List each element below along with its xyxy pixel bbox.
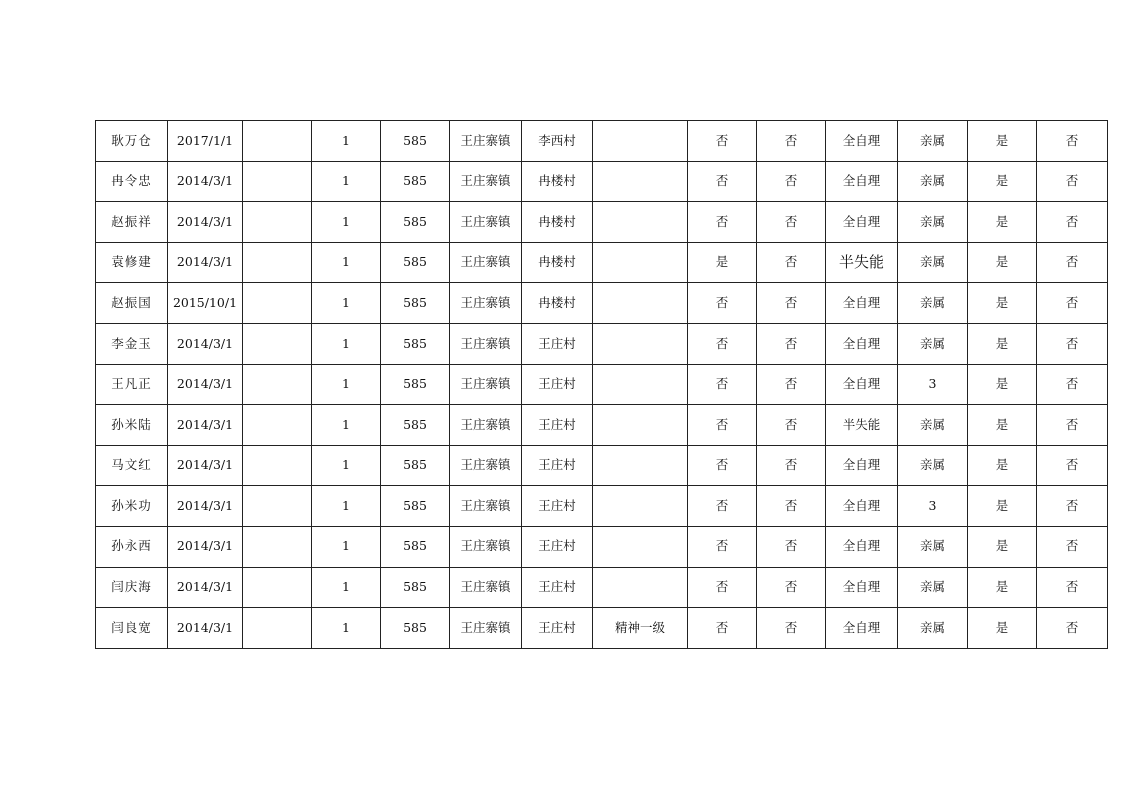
cell-flag-1: 否 <box>688 608 757 649</box>
table-row <box>96 364 1108 405</box>
table-row <box>96 567 1108 608</box>
cell-flag-1: 否 <box>688 202 757 243</box>
cell-village: 王庄村 <box>522 445 593 486</box>
cell-blank <box>243 283 312 324</box>
cell-town: 王庄寨镇 <box>450 121 522 162</box>
beneficiary-table <box>95 120 1108 649</box>
cell-flag-3: 是 <box>968 202 1037 243</box>
cell-flag-3: 是 <box>968 567 1037 608</box>
cell-village: 王庄村 <box>522 323 593 364</box>
table-row <box>96 486 1108 527</box>
cell-flag-2: 否 <box>757 608 826 649</box>
cell-flag-1: 是 <box>688 242 757 283</box>
cell-flag-4: 否 <box>1037 323 1108 364</box>
cell-care-level: 全自理 <box>826 364 898 405</box>
cell-flag-1: 否 <box>688 283 757 324</box>
table-row <box>96 121 1108 162</box>
table-row <box>96 608 1108 649</box>
cell-disability: 精神一级 <box>593 608 688 649</box>
cell-disability <box>593 405 688 446</box>
cell-flag-3: 是 <box>968 323 1037 364</box>
cell-blank <box>243 364 312 405</box>
cell-flag-4: 否 <box>1037 202 1108 243</box>
cell-town: 王庄寨镇 <box>450 364 522 405</box>
cell-town: 王庄寨镇 <box>450 323 522 364</box>
cell-disability <box>593 283 688 324</box>
table-row <box>96 283 1108 324</box>
cell-town: 王庄寨镇 <box>450 202 522 243</box>
cell-flag-2: 否 <box>757 202 826 243</box>
cell-care-level: 全自理 <box>826 567 898 608</box>
cell-flag-2: 否 <box>757 323 826 364</box>
cell-amount: 585 <box>381 445 450 486</box>
cell-care-level: 全自理 <box>826 608 898 649</box>
cell-count: 1 <box>312 486 381 527</box>
cell-guardian: 亲属 <box>898 283 968 324</box>
cell-name: 王凡正 <box>96 364 168 405</box>
cell-blank <box>243 323 312 364</box>
cell-count: 1 <box>312 364 381 405</box>
cell-blank <box>243 567 312 608</box>
cell-flag-1: 否 <box>688 364 757 405</box>
cell-amount: 585 <box>381 608 450 649</box>
cell-amount: 585 <box>381 161 450 202</box>
cell-blank <box>243 486 312 527</box>
table-row <box>96 242 1108 283</box>
cell-care-level: 半失能 <box>826 242 898 283</box>
cell-village: 王庄村 <box>522 608 593 649</box>
cell-flag-2: 否 <box>757 121 826 162</box>
cell-care-level: 全自理 <box>826 526 898 567</box>
cell-amount: 585 <box>381 121 450 162</box>
cell-amount: 585 <box>381 405 450 446</box>
cell-village: 李西村 <box>522 121 593 162</box>
cell-count: 1 <box>312 242 381 283</box>
cell-count: 1 <box>312 445 381 486</box>
table-row <box>96 405 1108 446</box>
cell-name: 闫良宽 <box>96 608 168 649</box>
cell-date: 2014/3/1 <box>168 405 243 446</box>
cell-name: 赵振祥 <box>96 202 168 243</box>
cell-town: 王庄寨镇 <box>450 567 522 608</box>
cell-flag-2: 否 <box>757 283 826 324</box>
cell-disability <box>593 364 688 405</box>
cell-flag-4: 否 <box>1037 526 1108 567</box>
cell-count: 1 <box>312 405 381 446</box>
cell-date: 2014/3/1 <box>168 323 243 364</box>
cell-flag-3: 是 <box>968 486 1037 527</box>
cell-village: 王庄村 <box>522 526 593 567</box>
cell-guardian: 亲属 <box>898 526 968 567</box>
cell-care-level: 全自理 <box>826 283 898 324</box>
cell-blank <box>243 121 312 162</box>
cell-village: 冉楼村 <box>522 161 593 202</box>
cell-date: 2014/3/1 <box>168 242 243 283</box>
cell-blank <box>243 445 312 486</box>
cell-name: 孙米陆 <box>96 405 168 446</box>
cell-amount: 585 <box>381 283 450 324</box>
cell-town: 王庄寨镇 <box>450 405 522 446</box>
cell-flag-4: 否 <box>1037 161 1108 202</box>
cell-date: 2014/3/1 <box>168 364 243 405</box>
table-row <box>96 526 1108 567</box>
cell-town: 王庄寨镇 <box>450 486 522 527</box>
cell-date: 2014/3/1 <box>168 202 243 243</box>
cell-village: 冉楼村 <box>522 202 593 243</box>
cell-amount: 585 <box>381 486 450 527</box>
cell-flag-2: 否 <box>757 242 826 283</box>
cell-amount: 585 <box>381 202 450 243</box>
cell-care-level: 全自理 <box>826 161 898 202</box>
cell-guardian: 亲属 <box>898 121 968 162</box>
cell-amount: 585 <box>381 242 450 283</box>
table-row <box>96 323 1108 364</box>
cell-care-level: 全自理 <box>826 445 898 486</box>
cell-town: 王庄寨镇 <box>450 608 522 649</box>
cell-name: 孙米功 <box>96 486 168 527</box>
cell-count: 1 <box>312 567 381 608</box>
cell-guardian: 3 <box>898 364 968 405</box>
cell-flag-1: 否 <box>688 486 757 527</box>
cell-name: 赵振国 <box>96 283 168 324</box>
cell-name: 孙永西 <box>96 526 168 567</box>
cell-care-level: 全自理 <box>826 323 898 364</box>
cell-flag-1: 否 <box>688 405 757 446</box>
cell-blank <box>243 526 312 567</box>
cell-disability <box>593 445 688 486</box>
cell-name: 袁修建 <box>96 242 168 283</box>
cell-town: 王庄寨镇 <box>450 526 522 567</box>
cell-flag-1: 否 <box>688 161 757 202</box>
cell-village: 冉楼村 <box>522 283 593 324</box>
cell-name: 耿万仓 <box>96 121 168 162</box>
cell-date: 2014/3/1 <box>168 567 243 608</box>
cell-name: 马文红 <box>96 445 168 486</box>
cell-flag-4: 否 <box>1037 121 1108 162</box>
cell-amount: 585 <box>381 323 450 364</box>
cell-flag-2: 否 <box>757 364 826 405</box>
cell-village: 王庄村 <box>522 364 593 405</box>
cell-care-level: 全自理 <box>826 486 898 527</box>
cell-disability <box>593 567 688 608</box>
cell-guardian: 亲属 <box>898 445 968 486</box>
cell-disability <box>593 323 688 364</box>
cell-flag-3: 是 <box>968 608 1037 649</box>
cell-blank <box>243 242 312 283</box>
cell-flag-2: 否 <box>757 405 826 446</box>
cell-disability <box>593 486 688 527</box>
cell-blank <box>243 202 312 243</box>
cell-village: 王庄村 <box>522 486 593 527</box>
cell-date: 2015/10/1 <box>168 283 243 324</box>
cell-amount: 585 <box>381 567 450 608</box>
cell-guardian: 亲属 <box>898 608 968 649</box>
cell-flag-3: 是 <box>968 364 1037 405</box>
cell-flag-4: 否 <box>1037 405 1108 446</box>
cell-guardian: 亲属 <box>898 323 968 364</box>
cell-flag-2: 否 <box>757 445 826 486</box>
cell-guardian: 3 <box>898 486 968 527</box>
cell-guardian: 亲属 <box>898 242 968 283</box>
cell-flag-1: 否 <box>688 567 757 608</box>
cell-flag-4: 否 <box>1037 486 1108 527</box>
cell-flag-3: 是 <box>968 405 1037 446</box>
cell-flag-4: 否 <box>1037 445 1108 486</box>
cell-village: 王庄村 <box>522 405 593 446</box>
cell-count: 1 <box>312 283 381 324</box>
cell-flag-1: 否 <box>688 445 757 486</box>
cell-flag-4: 否 <box>1037 567 1108 608</box>
cell-flag-3: 是 <box>968 161 1037 202</box>
cell-disability <box>593 121 688 162</box>
cell-count: 1 <box>312 161 381 202</box>
cell-flag-4: 否 <box>1037 364 1108 405</box>
cell-care-level: 半失能 <box>826 405 898 446</box>
cell-flag-4: 否 <box>1037 608 1108 649</box>
cell-town: 王庄寨镇 <box>450 161 522 202</box>
cell-guardian: 亲属 <box>898 161 968 202</box>
cell-town: 王庄寨镇 <box>450 283 522 324</box>
cell-flag-1: 否 <box>688 121 757 162</box>
cell-name: 冉令忠 <box>96 161 168 202</box>
cell-amount: 585 <box>381 364 450 405</box>
cell-disability <box>593 202 688 243</box>
cell-date: 2014/3/1 <box>168 445 243 486</box>
cell-name: 李金玉 <box>96 323 168 364</box>
cell-flag-3: 是 <box>968 283 1037 324</box>
table-row <box>96 445 1108 486</box>
cell-disability <box>593 242 688 283</box>
cell-count: 1 <box>312 121 381 162</box>
cell-flag-3: 是 <box>968 121 1037 162</box>
cell-blank <box>243 405 312 446</box>
cell-town: 王庄寨镇 <box>450 445 522 486</box>
cell-flag-3: 是 <box>968 445 1037 486</box>
cell-count: 1 <box>312 608 381 649</box>
cell-disability <box>593 161 688 202</box>
cell-flag-1: 否 <box>688 323 757 364</box>
cell-count: 1 <box>312 526 381 567</box>
table-body <box>96 121 1108 649</box>
cell-town: 王庄寨镇 <box>450 242 522 283</box>
cell-date: 2014/3/1 <box>168 608 243 649</box>
cell-guardian: 亲属 <box>898 567 968 608</box>
cell-guardian: 亲属 <box>898 405 968 446</box>
cell-amount: 585 <box>381 526 450 567</box>
cell-flag-4: 否 <box>1037 283 1108 324</box>
cell-flag-2: 否 <box>757 526 826 567</box>
cell-disability <box>593 526 688 567</box>
cell-count: 1 <box>312 323 381 364</box>
cell-flag-3: 是 <box>968 242 1037 283</box>
cell-flag-3: 是 <box>968 526 1037 567</box>
cell-village: 冉楼村 <box>522 242 593 283</box>
cell-flag-2: 否 <box>757 161 826 202</box>
table-row <box>96 161 1108 202</box>
cell-care-level: 全自理 <box>826 121 898 162</box>
cell-date: 2017/1/1 <box>168 121 243 162</box>
cell-flag-1: 否 <box>688 526 757 567</box>
cell-blank <box>243 161 312 202</box>
cell-date: 2014/3/1 <box>168 161 243 202</box>
cell-count: 1 <box>312 202 381 243</box>
cell-date: 2014/3/1 <box>168 526 243 567</box>
cell-date: 2014/3/1 <box>168 486 243 527</box>
table-row <box>96 202 1108 243</box>
cell-flag-4: 否 <box>1037 242 1108 283</box>
cell-care-level: 全自理 <box>826 202 898 243</box>
cell-flag-2: 否 <box>757 567 826 608</box>
cell-guardian: 亲属 <box>898 202 968 243</box>
cell-village: 王庄村 <box>522 567 593 608</box>
cell-name: 闫庆海 <box>96 567 168 608</box>
cell-flag-2: 否 <box>757 486 826 527</box>
cell-blank <box>243 608 312 649</box>
